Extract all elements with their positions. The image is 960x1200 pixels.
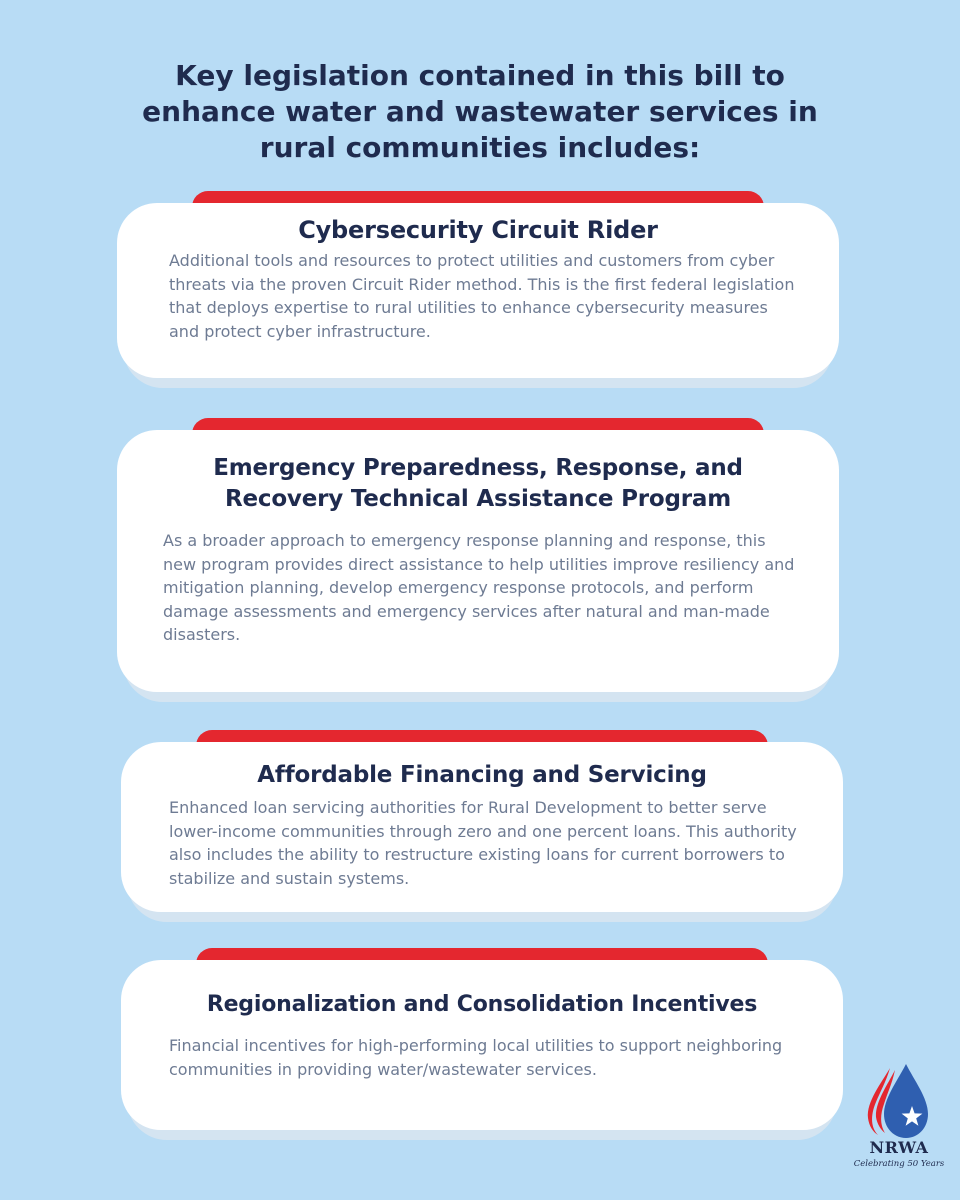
card-title: Regionalization and Consolidation Incentives xyxy=(206,992,758,1017)
card-title: Emergency Preparedness, Response, and Recovery Technical Assistance Program xyxy=(213,455,743,512)
card-emergency xyxy=(117,430,839,692)
card-panel xyxy=(121,960,843,1130)
card-body: Financial incentives for high-performing local utilities to support neighboring communities in providing water/wastewater services. xyxy=(169,1036,783,1079)
card-panel xyxy=(117,203,839,378)
logo-wordmark: NRWA xyxy=(869,1138,929,1157)
card-title: Cybersecurity Circuit Rider xyxy=(298,216,658,244)
headline: Key legislation contained in this bill to enhance water and wastewater services in rural communities includes: xyxy=(142,59,818,164)
nrwa-logo xyxy=(844,1060,954,1180)
card-title: Affordable Financing and Servicing xyxy=(257,762,707,788)
card-body: As a broader approach to emergency response planning and response, this new program provides direct assistance to help utilities improve resiliency and mitigation planning, develop emergency response protocols, and perform damage assessments and emergency services after natural and man-made disasters. xyxy=(163,531,795,644)
card-regionalization xyxy=(121,960,843,1130)
water-drop-star-icon xyxy=(854,1060,944,1140)
card-financing xyxy=(121,742,843,912)
card-panel xyxy=(121,742,843,912)
card-body: Enhanced loan servicing authorities for Rural Development to better serve lower-income communities through zero and one percent loans. This authority also includes the ability to restructure existing loans for current borrowers to stabilize and sustain systems. xyxy=(169,798,797,888)
card-body: Additional tools and resources to protect utilities and customers from cyber threats via the proven Circuit Rider method. This is the first federal legislation that deploys expertise to rural utilities to enhance cybersecurity measures and protect cyber infrastructure. xyxy=(169,251,795,341)
card-cybersecurity xyxy=(117,203,839,378)
card-panel xyxy=(117,430,839,692)
logo-tagline: Celebrating 50 Years xyxy=(853,1159,945,1169)
